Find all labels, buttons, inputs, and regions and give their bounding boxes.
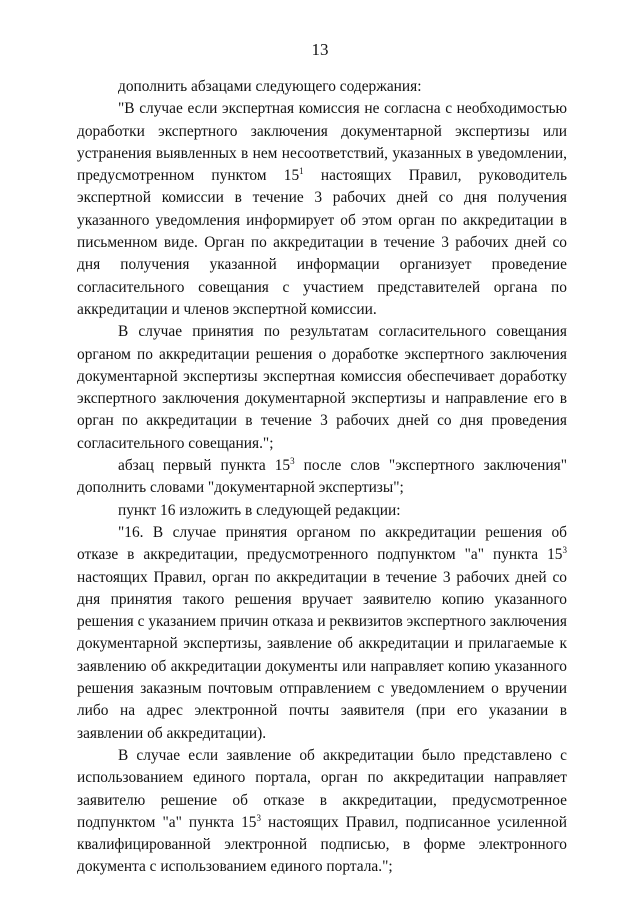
paragraph-text: абзац первый пункта 15 bbox=[118, 457, 291, 475]
superscript: 3 bbox=[290, 456, 295, 467]
superscript: 3 bbox=[562, 545, 567, 556]
superscript: 1 bbox=[299, 166, 304, 177]
paragraph bbox=[77, 500, 567, 522]
paragraph bbox=[77, 455, 567, 500]
paragraph bbox=[77, 745, 567, 879]
paragraph-text: пункт 16 изложить в следующей редакции: bbox=[118, 501, 401, 519]
page-number: 13 bbox=[311, 40, 329, 59]
paragraph-text: "16. В случае принятия органом по аккредитации решения об отказе в аккредитации, предусмотренного подпунктом "а" пункта 15 bbox=[77, 523, 567, 564]
paragraph bbox=[77, 321, 567, 455]
paragraph-text: настоящих Правил, орган по аккредитации в течение 3 рабочих дней со дня принятия такого решения вручает заявителю копию указанного решения с указанием причин отказа и реквизитов экспертного заключения документарной экспертизы, заявление об аккредитации и прилагаемые к заявлению об аккредитации документы или направляет копию указанного решения заказным почтовым отправлением с уведомлением о вручении либо на адрес электронной почты заявителя (при его указании в заявлении об аккредитации). bbox=[77, 568, 567, 742]
paragraph-text: В случае принятия по результатам согласительного совещания органом по аккредитации решения о доработке экспертного заключения документарной экспертизы экспертная комиссия обеспечивает доработку экспертного заключения документарной экспертизы и направление его в орган по аккредитации в течение 3 рабочих дней со дня проведения согласительного совещания."; bbox=[77, 323, 567, 452]
paragraph-text: "В случае если экспертная комиссия не согласна с необходимостью доработки экспертного заключения документарной экспертизы или устранения выявленных в нем несоответствий, указанных в уведомлении, предусмотренном пунктом 15 bbox=[77, 100, 567, 185]
paragraph-text: дополнить абзацами следующего содержания: bbox=[118, 78, 422, 95]
paragraph-text: настоящих Правил, руководитель экспертной комиссии в течение 3 рабочих дней со дня получения указанного уведомления информирует об этом орган по аккредитации в письменном виде. Орган по аккредитации в течение 3 рабочих дней со дня получения указанной информации организует проведение согласительного совещания с участием представителей органа по аккредитации и членов экспертной комиссии. bbox=[77, 167, 567, 318]
paragraph-text: после слов "экспертного заключения" дополнить словами "документарной экспертизы"; bbox=[77, 457, 567, 497]
document-body bbox=[77, 76, 567, 879]
paragraph-text: В случае если заявление об аккредитации было представлено с использованием единого портала, орган по аккредитации направляет заявителю решение об отказе в аккредитации, предусмотренное подпунктом "а" пункта 15 bbox=[77, 746, 567, 831]
superscript: 3 bbox=[256, 812, 261, 823]
paragraph bbox=[77, 76, 567, 98]
paragraph bbox=[77, 98, 567, 321]
paragraph bbox=[77, 522, 567, 745]
paragraph-text: настоящих Правил, подписанное усиленной квалифицированной электронной подписью, в форме электронного документа с использованием единого портала."; bbox=[77, 813, 567, 876]
